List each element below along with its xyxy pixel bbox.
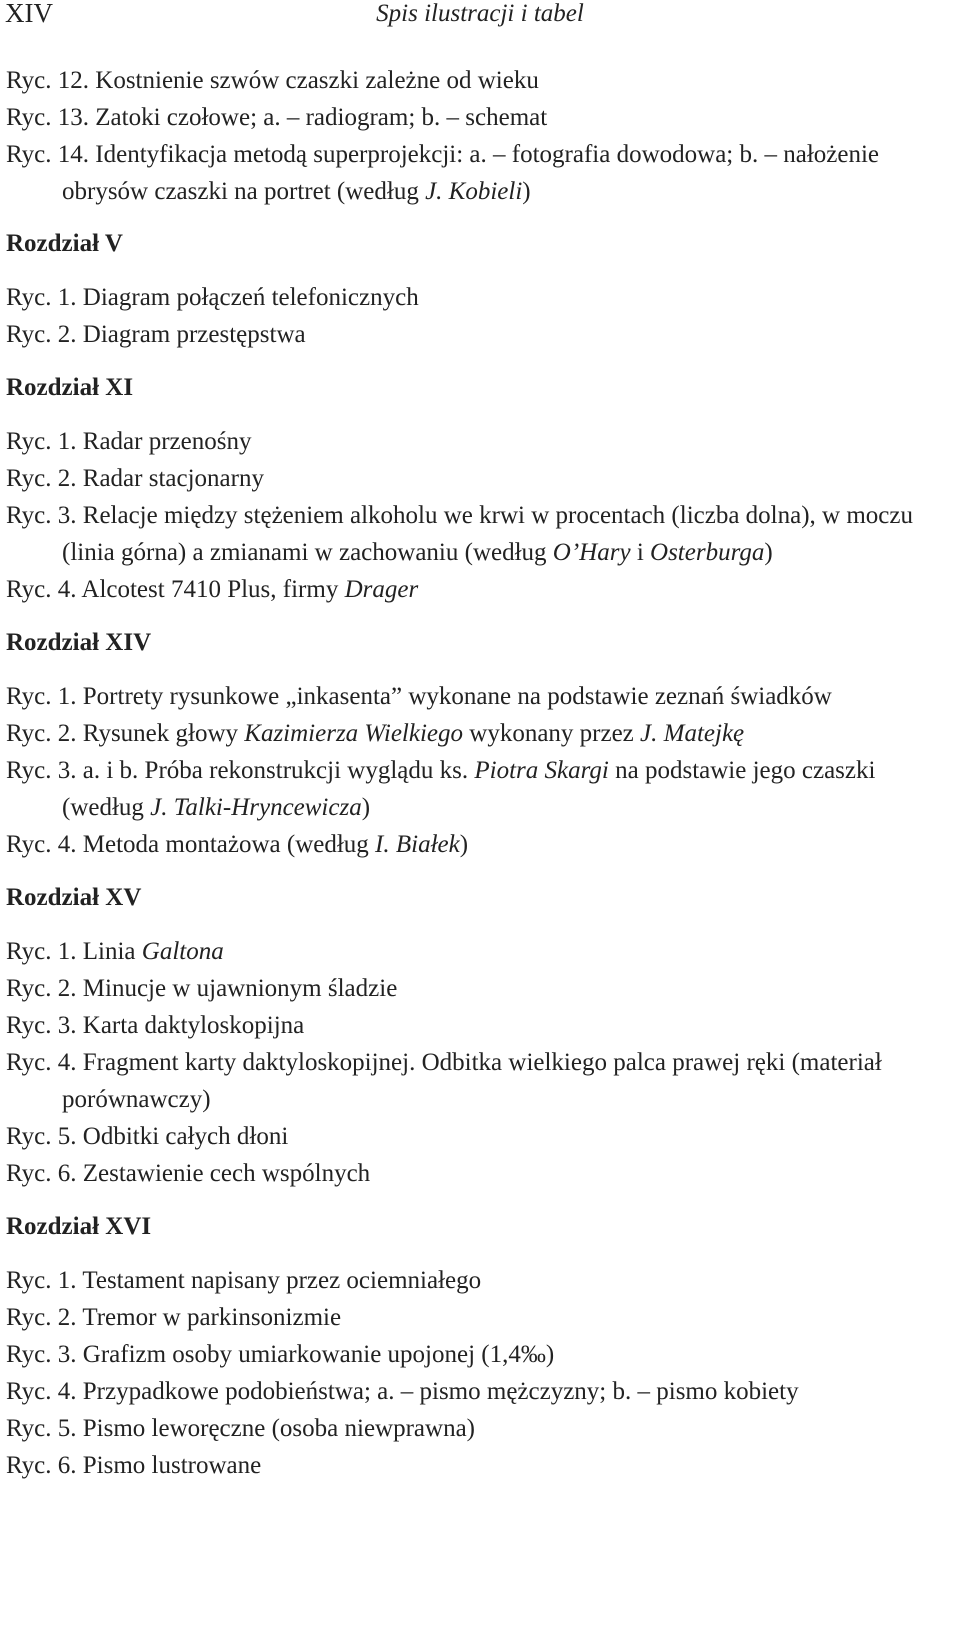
figure-entry <box>6 1044 951 1118</box>
entry-text: Ryc. 1. Linia <box>6 938 142 965</box>
entry-text-italic: Galtona <box>141 938 224 965</box>
entry-text: Ryc. 4. Metoda montażowa (według <box>6 831 376 858</box>
figure-entry <box>6 1410 951 1447</box>
entry-text: Ryc. 14. Identyfikacja metodą superprojekcji: a. – fotografia dowodowa; b. – nałożenie obrysów czaszki na portret (według <box>6 141 880 205</box>
entry-text: Ryc. 3. a. i b. Próba rekonstrukcji wyglądu ks. <box>6 757 475 784</box>
figure-entry <box>6 1336 951 1373</box>
entry-text-italic: J. Matejkę <box>640 720 745 747</box>
illustration-list <box>6 62 951 1484</box>
entry-text: ) <box>522 178 531 205</box>
entry-text: ) <box>459 831 469 858</box>
entry-text: Ryc. 2. Rysunek głowy <box>6 720 245 747</box>
running-title: Spis ilustracji i tabel <box>376 0 584 27</box>
chapter-heading: Rozdział V <box>6 230 123 257</box>
entry-text: Ryc. 4. Fragment karty daktyloskopijnej. Odbitka wielkiego palca prawej ręki (materiał porównawczy) <box>6 1049 882 1113</box>
figure-entry <box>6 497 951 571</box>
entry-text: Ryc. 13. Zatoki czołowe; a. – radiogram; b. – schemat <box>6 104 548 131</box>
figure-entry <box>6 62 951 99</box>
figure-entry <box>6 423 951 460</box>
entry-text-italic: Piotra Skargi <box>474 757 609 784</box>
figure-entry <box>6 136 951 210</box>
entry-text: Ryc. 3. Karta daktyloskopijna <box>6 1012 305 1039</box>
entry-text: Ryc. 6. Pismo lustrowane <box>6 1452 262 1479</box>
figure-entry <box>6 1155 951 1192</box>
entry-text: Ryc. 4. Przypadkowe podobieństwa; a. – pismo mężczyzny; b. – pismo kobiety <box>6 1378 799 1405</box>
figure-entry <box>6 571 951 608</box>
figure-entry <box>6 99 951 136</box>
entry-text: Ryc. 6. Zestawienie cech wspólnych <box>6 1160 371 1187</box>
chapter-heading: Rozdział XVI <box>6 1213 152 1240</box>
entry-text: Ryc. 3. Grafizm osoby umiarkowanie upojonej (1,4‰) <box>6 1341 555 1368</box>
entry-text: Ryc. 2. Minucje w ujawnionym śladzie <box>6 975 398 1002</box>
entry-text: Ryc. 2. Radar stacjonarny <box>6 465 264 492</box>
entry-text: Ryc. 4. Alcotest 7410 Plus, firmy <box>6 576 345 603</box>
figure-entry <box>6 1262 951 1299</box>
entry-text: Ryc. 1. Testament napisany przez ociemniałego <box>6 1267 482 1294</box>
entry-text-italic: Drager <box>344 576 419 603</box>
figure-entry <box>6 678 951 715</box>
chapter-heading: Rozdział XV <box>6 884 142 911</box>
entry-text: Ryc. 1. Diagram połączeń telefonicznych <box>6 284 419 311</box>
page-header <box>0 0 960 30</box>
figure-entry <box>6 715 951 752</box>
entry-text-italic: I. Białek <box>375 831 460 858</box>
figure-entry <box>6 933 951 970</box>
entry-text-italic: J. Talki-Hryncewicza <box>150 794 362 821</box>
entry-text: Ryc. 2. Diagram przestępstwa <box>6 321 306 348</box>
page-number: XIV <box>5 0 53 28</box>
figure-entry <box>6 970 951 1007</box>
entry-text: Ryc. 5. Pismo leworęczne (osoba niewprawna) <box>6 1415 475 1442</box>
entry-text: Ryc. 1. Radar przenośny <box>6 428 252 455</box>
entry-text-italic: O’Hary <box>552 539 631 566</box>
entry-text-italic: Osterburga <box>650 539 765 566</box>
figure-entry <box>6 460 951 497</box>
figure-entry <box>6 1007 951 1044</box>
entry-text: Ryc. 12. Kostnienie szwów czaszki zależne od wieku <box>6 67 539 94</box>
entry-text-italic: J. Kobieli <box>425 178 523 205</box>
figure-entry <box>6 279 951 316</box>
chapter-heading: Rozdział XI <box>6 374 134 401</box>
entry-text: i <box>630 539 651 566</box>
entry-text: Ryc. 5. Odbitki całych dłoni <box>6 1123 289 1150</box>
entry-text: ) <box>361 794 371 821</box>
entry-text: Ryc. 3. Relacje między stężeniem alkoholu we krwi w procentach (liczba dolna), w moczu (linia górna) a zmianami w zachowaniu (według <box>6 502 913 566</box>
figure-entry <box>6 1373 951 1410</box>
entry-text-italic: Kazimierza Wielkiego <box>244 720 464 747</box>
entry-text: ) <box>764 539 773 566</box>
figure-entry <box>6 752 951 826</box>
entry-text: wykonany przez <box>463 720 641 747</box>
entry-text: na podstawie jego czaszki (według <box>62 757 876 821</box>
figure-entry <box>6 1299 951 1336</box>
figure-entry <box>6 1118 951 1155</box>
chapter-heading: Rozdział XIV <box>6 629 152 656</box>
figure-entry <box>6 316 951 353</box>
figure-entry <box>6 1447 951 1484</box>
figure-entry <box>6 826 951 863</box>
entry-text: Ryc. 1. Portrety rysunkowe „inkasenta” wykonane na podstawie zeznań świadków <box>6 683 832 710</box>
entry-text: Ryc. 2. Tremor w parkinsonizmie <box>6 1304 342 1331</box>
